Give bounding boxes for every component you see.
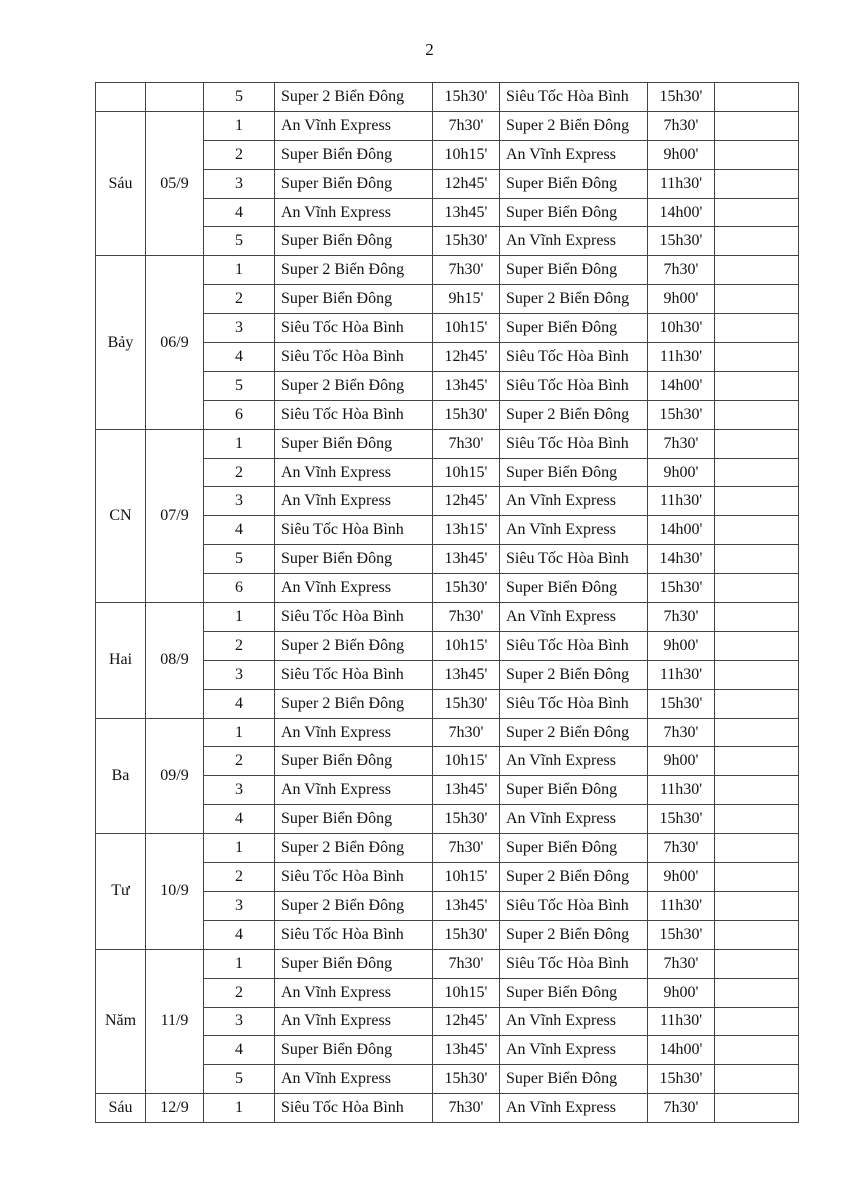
empty-cell [715, 1007, 799, 1036]
return-time: 9h00' [648, 863, 715, 892]
trip-number: 2 [204, 458, 275, 487]
empty-cell [715, 863, 799, 892]
departure-time: 15h30' [433, 1065, 500, 1094]
empty-cell [715, 891, 799, 920]
day-cell [96, 83, 146, 112]
return-ship: Super Biển Đông [500, 574, 648, 603]
empty-cell [715, 458, 799, 487]
departure-ship: Super 2 Biển Đông [275, 689, 433, 718]
empty-cell [715, 1065, 799, 1094]
return-ship: An Vĩnh Express [500, 487, 648, 516]
empty-cell [715, 198, 799, 227]
return-time: 14h00' [648, 516, 715, 545]
departure-time: 13h45' [433, 776, 500, 805]
return-ship: Super 2 Biển Đông [500, 920, 648, 949]
departure-ship: Super 2 Biển Đông [275, 834, 433, 863]
departure-time: 13h45' [433, 1036, 500, 1065]
date-cell: 05/9 [146, 111, 204, 255]
table-row [96, 949, 799, 978]
return-time: 15h30' [648, 1065, 715, 1094]
departure-time: 7h30' [433, 429, 500, 458]
departure-ship: An Vĩnh Express [275, 776, 433, 805]
day-cell: Sáu [96, 111, 146, 255]
departure-ship: Super 2 Biển Đông [275, 891, 433, 920]
return-ship: Super Biển Đông [500, 198, 648, 227]
return-time: 9h00' [648, 140, 715, 169]
trip-number: 3 [204, 169, 275, 198]
departure-ship: An Vĩnh Express [275, 574, 433, 603]
departure-ship: An Vĩnh Express [275, 978, 433, 1007]
trip-number: 5 [204, 371, 275, 400]
return-time: 11h30' [648, 776, 715, 805]
return-time: 7h30' [648, 111, 715, 140]
trip-number: 1 [204, 1094, 275, 1123]
departure-time: 13h45' [433, 660, 500, 689]
empty-cell [715, 747, 799, 776]
departure-time: 10h15' [433, 458, 500, 487]
departure-ship: Siêu Tốc Hòa Bình [275, 1094, 433, 1123]
trip-number: 5 [204, 227, 275, 256]
empty-cell [715, 516, 799, 545]
departure-time: 10h15' [433, 978, 500, 1007]
day-cell: Ba [96, 718, 146, 834]
return-time: 11h30' [648, 343, 715, 372]
departure-ship: Super Biển Đông [275, 949, 433, 978]
departure-ship: An Vĩnh Express [275, 487, 433, 516]
departure-time: 15h30' [433, 400, 500, 429]
empty-cell [715, 285, 799, 314]
date-cell: 08/9 [146, 603, 204, 719]
return-time: 15h30' [648, 689, 715, 718]
table-row [96, 256, 799, 285]
departure-ship: Siêu Tốc Hòa Bình [275, 920, 433, 949]
trip-number: 3 [204, 891, 275, 920]
empty-cell [715, 603, 799, 632]
departure-time: 9h15' [433, 285, 500, 314]
return-ship: Super 2 Biển Đông [500, 111, 648, 140]
return-time: 15h30' [648, 920, 715, 949]
departure-ship: An Vĩnh Express [275, 111, 433, 140]
day-cell: Hai [96, 603, 146, 719]
table-row [96, 429, 799, 458]
return-time: 14h00' [648, 198, 715, 227]
return-ship: An Vĩnh Express [500, 1094, 648, 1123]
empty-cell [715, 343, 799, 372]
empty-cell [715, 689, 799, 718]
departure-ship: Super Biển Đông [275, 1036, 433, 1065]
return-time: 7h30' [648, 949, 715, 978]
departure-time: 7h30' [433, 603, 500, 632]
departure-time: 13h15' [433, 516, 500, 545]
trip-number: 2 [204, 631, 275, 660]
return-time: 14h00' [648, 371, 715, 400]
day-cell: Tư [96, 834, 146, 950]
trip-number: 3 [204, 660, 275, 689]
trip-number: 4 [204, 198, 275, 227]
return-ship: An Vĩnh Express [500, 140, 648, 169]
date-cell: 09/9 [146, 718, 204, 834]
departure-ship: Super Biển Đông [275, 227, 433, 256]
date-cell: 12/9 [146, 1094, 204, 1123]
return-time: 11h30' [648, 660, 715, 689]
return-ship: Siêu Tốc Hòa Bình [500, 949, 648, 978]
trip-number: 1 [204, 718, 275, 747]
empty-cell [715, 805, 799, 834]
empty-cell [715, 631, 799, 660]
departure-time: 12h45' [433, 487, 500, 516]
table-row [96, 718, 799, 747]
trip-number: 1 [204, 949, 275, 978]
return-time: 14h00' [648, 1036, 715, 1065]
return-ship: Super 2 Biển Đông [500, 718, 648, 747]
trip-number: 1 [204, 111, 275, 140]
table-row [96, 111, 799, 140]
departure-ship: Super Biển Đông [275, 140, 433, 169]
departure-ship: Siêu Tốc Hòa Bình [275, 314, 433, 343]
departure-ship: Siêu Tốc Hòa Bình [275, 343, 433, 372]
departure-ship: Super Biển Đông [275, 805, 433, 834]
return-ship: Siêu Tốc Hòa Bình [500, 343, 648, 372]
trip-number: 1 [204, 429, 275, 458]
return-time: 10h30' [648, 314, 715, 343]
return-time: 9h00' [648, 747, 715, 776]
departure-time: 10h15' [433, 863, 500, 892]
departure-time: 15h30' [433, 574, 500, 603]
return-time: 7h30' [648, 256, 715, 285]
empty-cell [715, 834, 799, 863]
return-time: 11h30' [648, 1007, 715, 1036]
empty-cell [715, 920, 799, 949]
return-ship: An Vĩnh Express [500, 227, 648, 256]
return-ship: Siêu Tốc Hòa Bình [500, 631, 648, 660]
return-ship: Super Biển Đông [500, 169, 648, 198]
departure-time: 13h45' [433, 891, 500, 920]
return-ship: Siêu Tốc Hòa Bình [500, 689, 648, 718]
departure-time: 13h45' [433, 545, 500, 574]
trip-number: 3 [204, 314, 275, 343]
departure-time: 15h30' [433, 83, 500, 112]
empty-cell [715, 718, 799, 747]
date-cell [146, 83, 204, 112]
return-ship: Super 2 Biển Đông [500, 285, 648, 314]
departure-time: 7h30' [433, 718, 500, 747]
table-row [96, 603, 799, 632]
trip-number: 2 [204, 978, 275, 1007]
departure-time: 7h30' [433, 256, 500, 285]
return-time: 7h30' [648, 834, 715, 863]
return-ship: Siêu Tốc Hòa Bình [500, 371, 648, 400]
departure-ship: Super 2 Biển Đông [275, 83, 433, 112]
empty-cell [715, 1036, 799, 1065]
date-cell: 07/9 [146, 429, 204, 602]
return-ship: Super Biển Đông [500, 458, 648, 487]
departure-ship: An Vĩnh Express [275, 458, 433, 487]
departure-ship: Siêu Tốc Hòa Bình [275, 863, 433, 892]
empty-cell [715, 429, 799, 458]
table-row [96, 834, 799, 863]
departure-ship: An Vĩnh Express [275, 1065, 433, 1094]
departure-time: 13h45' [433, 198, 500, 227]
return-ship: An Vĩnh Express [500, 1036, 648, 1065]
return-ship: An Vĩnh Express [500, 1007, 648, 1036]
departure-ship: Super Biển Đông [275, 545, 433, 574]
empty-cell [715, 776, 799, 805]
departure-time: 15h30' [433, 689, 500, 718]
empty-cell [715, 487, 799, 516]
trip-number: 4 [204, 805, 275, 834]
departure-time: 12h45' [433, 343, 500, 372]
trip-number: 4 [204, 516, 275, 545]
trip-number: 2 [204, 285, 275, 314]
return-ship: Super Biển Đông [500, 1065, 648, 1094]
return-ship: An Vĩnh Express [500, 516, 648, 545]
trip-number: 6 [204, 400, 275, 429]
return-ship: Siêu Tốc Hòa Bình [500, 891, 648, 920]
departure-time: 10h15' [433, 314, 500, 343]
return-ship: Siêu Tốc Hòa Bình [500, 545, 648, 574]
departure-time: 7h30' [433, 111, 500, 140]
departure-ship: Super 2 Biển Đông [275, 631, 433, 660]
empty-cell [715, 400, 799, 429]
return-ship: An Vĩnh Express [500, 747, 648, 776]
empty-cell [715, 1094, 799, 1123]
return-ship: Super Biển Đông [500, 978, 648, 1007]
day-cell: Sáu [96, 1094, 146, 1123]
trip-number: 4 [204, 920, 275, 949]
return-ship: An Vĩnh Express [500, 805, 648, 834]
return-ship: Super Biển Đông [500, 314, 648, 343]
date-cell: 06/9 [146, 256, 204, 429]
departure-time: 15h30' [433, 920, 500, 949]
departure-time: 7h30' [433, 949, 500, 978]
return-ship: Super Biển Đông [500, 834, 648, 863]
trip-number: 5 [204, 1065, 275, 1094]
table-row [96, 83, 799, 112]
return-time: 15h30' [648, 83, 715, 112]
departure-ship: An Vĩnh Express [275, 1007, 433, 1036]
empty-cell [715, 169, 799, 198]
departure-time: 10h15' [433, 140, 500, 169]
trip-number: 4 [204, 689, 275, 718]
departure-time: 13h45' [433, 371, 500, 400]
schedule-table [95, 82, 799, 1123]
empty-cell [715, 314, 799, 343]
return-time: 7h30' [648, 718, 715, 747]
departure-ship: Siêu Tốc Hòa Bình [275, 603, 433, 632]
return-time: 7h30' [648, 429, 715, 458]
trip-number: 2 [204, 747, 275, 776]
return-time: 11h30' [648, 487, 715, 516]
empty-cell [715, 949, 799, 978]
departure-ship: Siêu Tốc Hòa Bình [275, 660, 433, 689]
empty-cell [715, 140, 799, 169]
departure-ship: Super Biển Đông [275, 429, 433, 458]
return-ship: Super Biển Đông [500, 776, 648, 805]
empty-cell [715, 111, 799, 140]
empty-cell [715, 227, 799, 256]
trip-number: 4 [204, 343, 275, 372]
empty-cell [715, 371, 799, 400]
departure-time: 15h30' [433, 805, 500, 834]
empty-cell [715, 978, 799, 1007]
return-time: 9h00' [648, 978, 715, 1007]
return-time: 15h30' [648, 805, 715, 834]
return-time: 14h30' [648, 545, 715, 574]
return-time: 11h30' [648, 891, 715, 920]
departure-ship: Siêu Tốc Hòa Bình [275, 400, 433, 429]
day-cell: Bảy [96, 256, 146, 429]
empty-cell [715, 545, 799, 574]
departure-time: 15h30' [433, 227, 500, 256]
empty-cell [715, 256, 799, 285]
return-time: 9h00' [648, 285, 715, 314]
day-cell: CN [96, 429, 146, 602]
departure-time: 7h30' [433, 1094, 500, 1123]
departure-ship: Super Biển Đông [275, 747, 433, 776]
trip-number: 3 [204, 487, 275, 516]
return-ship: Siêu Tốc Hòa Bình [500, 83, 648, 112]
departure-ship: An Vĩnh Express [275, 718, 433, 747]
table-row [96, 1094, 799, 1123]
return-ship: Super Biển Đông [500, 256, 648, 285]
departure-ship: An Vĩnh Express [275, 198, 433, 227]
return-ship: Siêu Tốc Hòa Bình [500, 429, 648, 458]
page-number: 2 [425, 40, 434, 59]
return-time: 15h30' [648, 574, 715, 603]
trip-number: 6 [204, 574, 275, 603]
departure-time: 7h30' [433, 834, 500, 863]
trip-number: 5 [204, 83, 275, 112]
return-time: 7h30' [648, 1094, 715, 1123]
departure-time: 12h45' [433, 1007, 500, 1036]
departure-ship: Siêu Tốc Hòa Bình [275, 516, 433, 545]
date-cell: 11/9 [146, 949, 204, 1093]
return-time: 15h30' [648, 400, 715, 429]
trip-number: 1 [204, 256, 275, 285]
departure-ship: Super Biển Đông [275, 169, 433, 198]
departure-ship: Super Biển Đông [275, 285, 433, 314]
trip-number: 5 [204, 545, 275, 574]
trip-number: 2 [204, 140, 275, 169]
departure-time: 12h45' [433, 169, 500, 198]
empty-cell [715, 574, 799, 603]
return-time: 11h30' [648, 169, 715, 198]
return-ship: Super 2 Biển Đông [500, 400, 648, 429]
departure-ship: Super 2 Biển Đông [275, 371, 433, 400]
trip-number: 3 [204, 776, 275, 805]
return-ship: An Vĩnh Express [500, 603, 648, 632]
empty-cell [715, 83, 799, 112]
return-time: 15h30' [648, 227, 715, 256]
trip-number: 2 [204, 863, 275, 892]
trip-number: 1 [204, 603, 275, 632]
return-time: 9h00' [648, 458, 715, 487]
departure-ship: Super 2 Biển Đông [275, 256, 433, 285]
trip-number: 1 [204, 834, 275, 863]
trip-number: 4 [204, 1036, 275, 1065]
departure-time: 10h15' [433, 747, 500, 776]
return-time: 9h00' [648, 631, 715, 660]
date-cell: 10/9 [146, 834, 204, 950]
day-cell: Năm [96, 949, 146, 1093]
return-ship: Super 2 Biển Đông [500, 863, 648, 892]
departure-time: 10h15' [433, 631, 500, 660]
return-ship: Super 2 Biển Đông [500, 660, 648, 689]
trip-number: 3 [204, 1007, 275, 1036]
return-time: 7h30' [648, 603, 715, 632]
empty-cell [715, 660, 799, 689]
